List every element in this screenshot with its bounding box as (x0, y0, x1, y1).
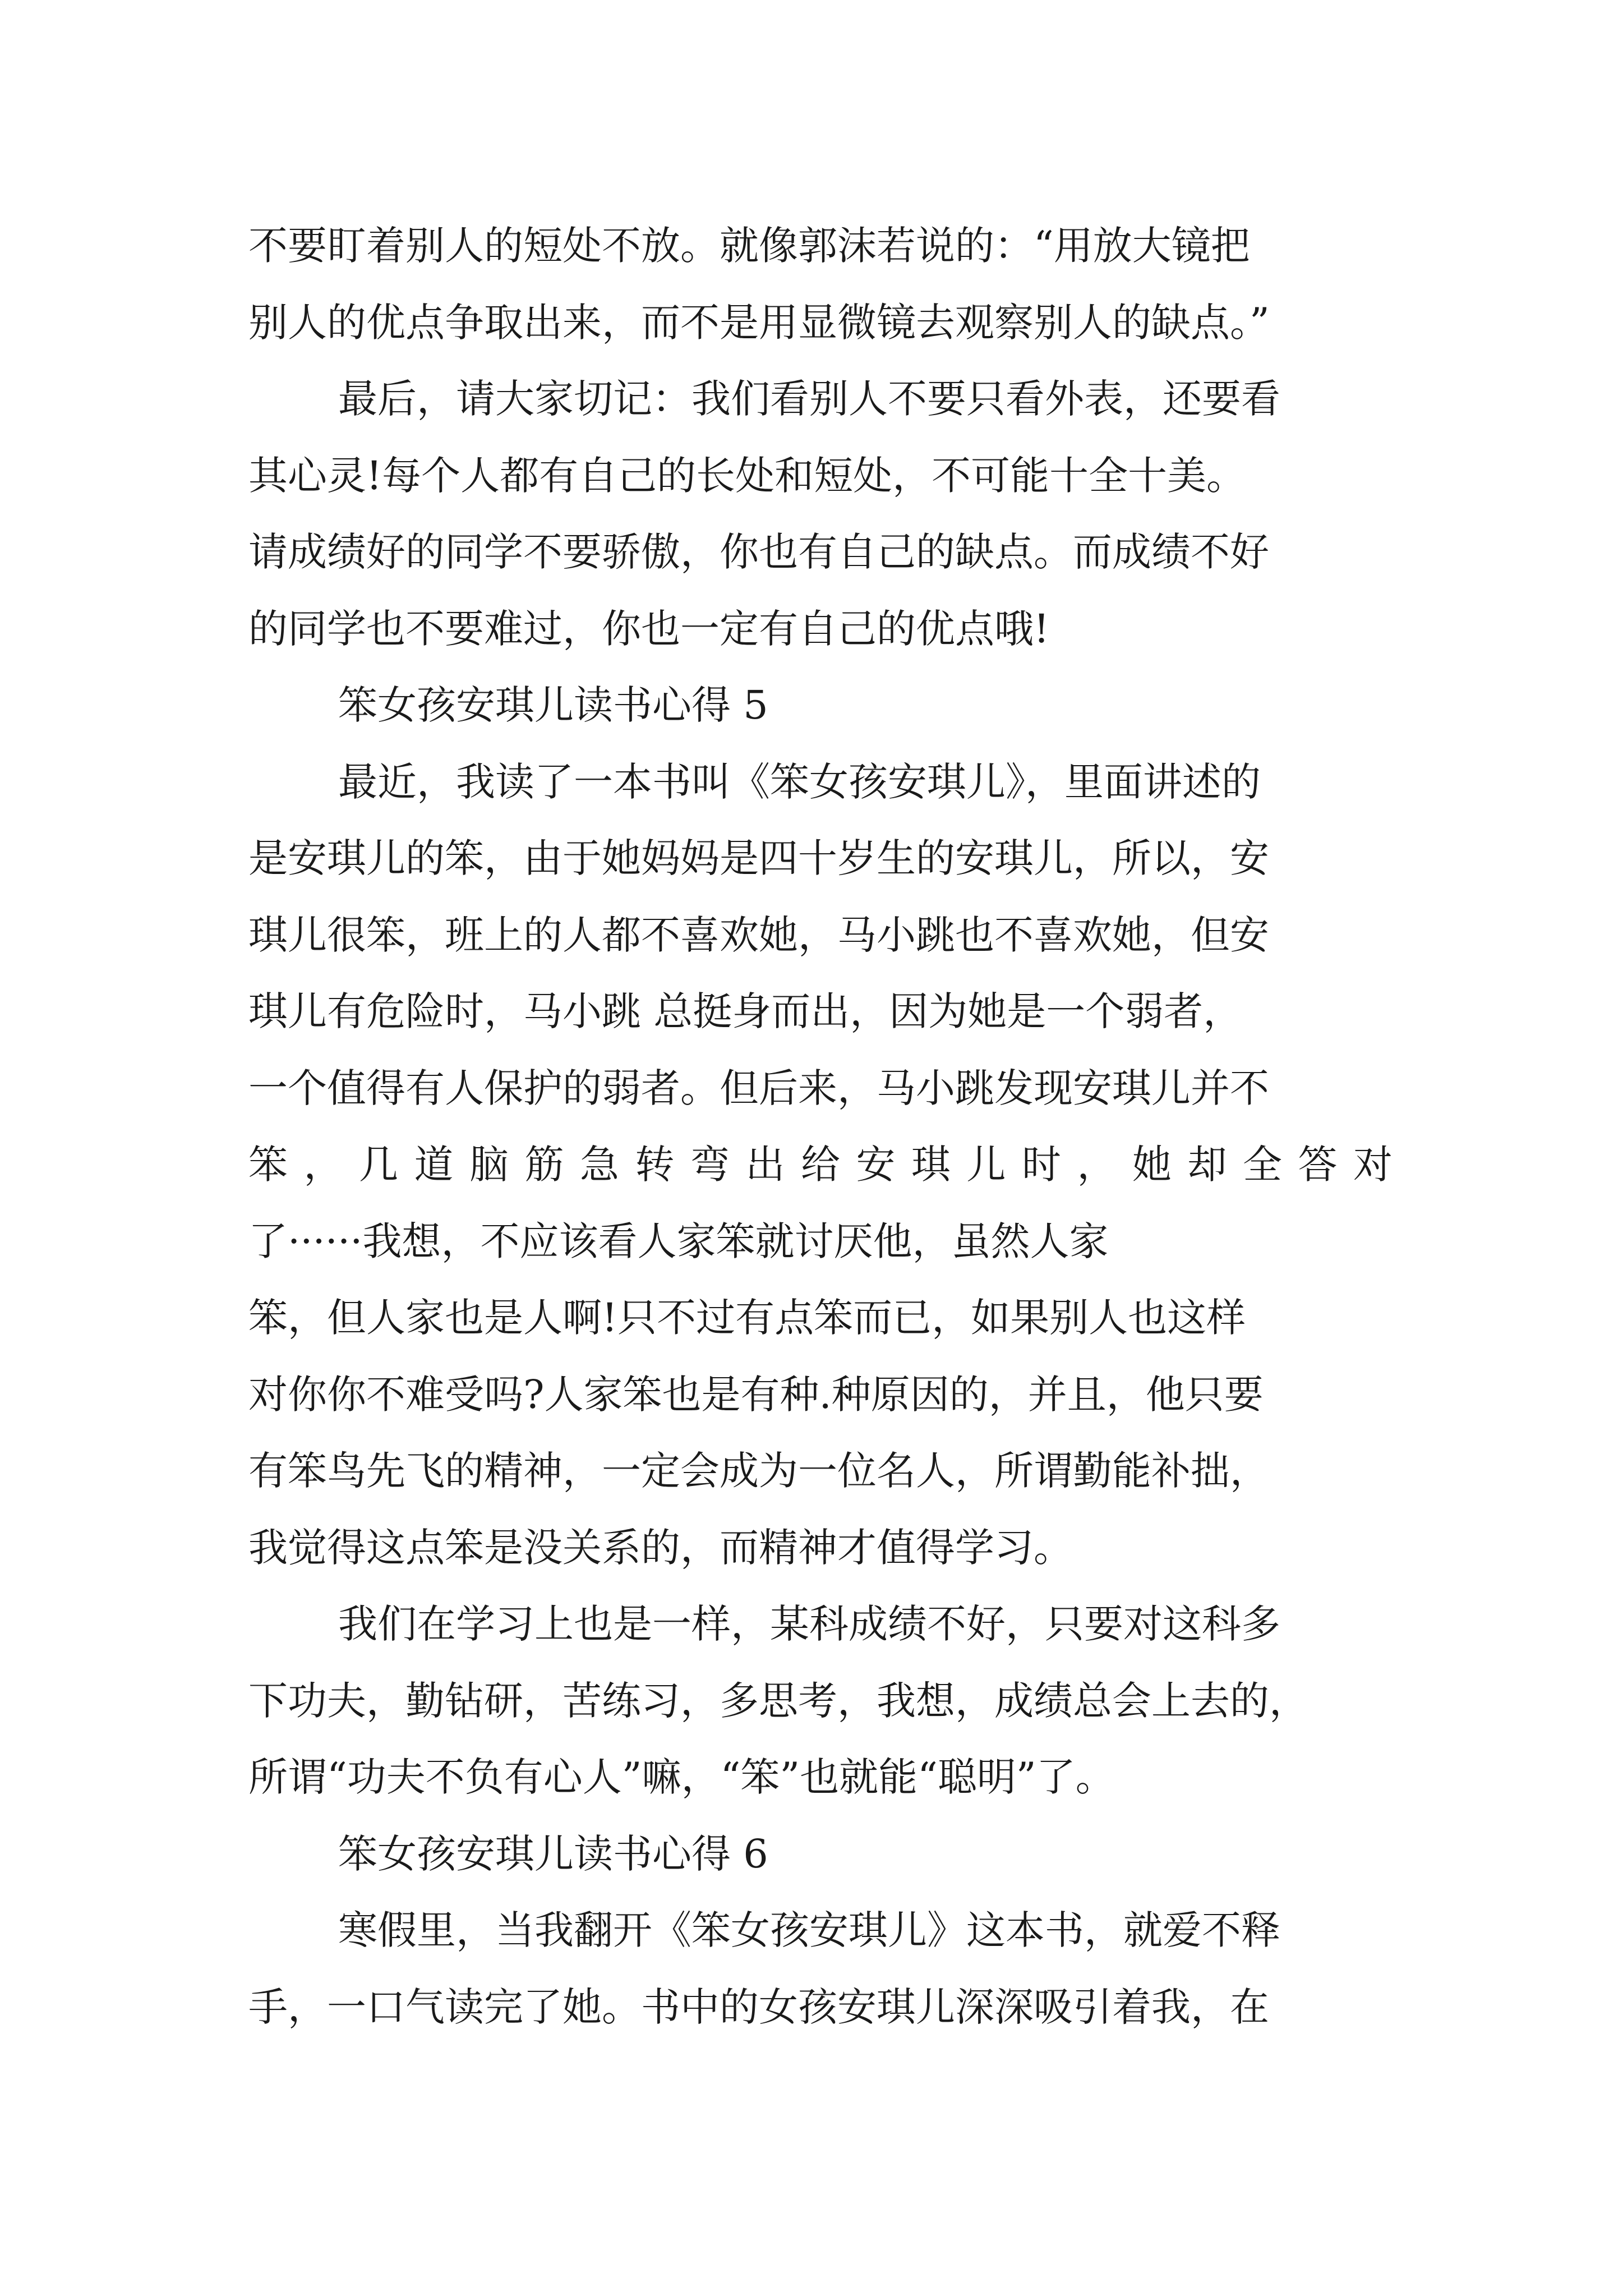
text-line: 我觉得这点笨是没关系的，而精神才值得学习。 (248, 1524, 1073, 1571)
text-line: 一个值得有人保护的弱者。但后来，马小跳发现安琪儿并不 (248, 1065, 1269, 1111)
paragraph-start-line: 我们在学习上也是一样，某科成绩不好，只要对这科多 (338, 1601, 1280, 1647)
text-line: 不要盯着别人的短处不放。就像郭沫若说的：“用放大镜把 (248, 223, 1250, 269)
text-line: 笨，但人家也是人啊!只不过有点笨而已，如果别人也这样 (248, 1295, 1246, 1341)
text-line: 有笨鸟先飞的精神，一定会成为一位名人，所谓勤能补拙， (248, 1448, 1269, 1494)
section-heading: 笨女孩安琪儿读书心得 6 (338, 1830, 768, 1877)
text-line: 下功夫，勤钻研，苦练习，多思考，我想，成绩总会上去的， (248, 1677, 1308, 1724)
document-body (248, 208, 1393, 2045)
paragraph-start-line: 最后，请大家切记：我们看别人不要只看外表，还要看 (338, 376, 1280, 422)
text-line: 对你你不难受吗?人家笨也是有种.种原因的，并且，他只要 (248, 1371, 1264, 1418)
text-line: 琪儿有危险时，马小跳 总挺身而出，因为她是一个弱者， (248, 988, 1243, 1034)
text-line: 手，一口气读完了她。书中的女孩安琪儿深深吸引着我，在 (248, 1984, 1269, 2030)
text-line: 笨，几道脑筋急转弯出给安琪儿时，她却全答对 (248, 1142, 1393, 1188)
text-line: 是安琪儿的笨，由于她妈妈是四十岁生的安琪儿，所以，安 (248, 835, 1269, 881)
paragraph-start-line: 最近，我读了一本书叫《笨女孩安琪儿》，里面讲述的 (338, 758, 1261, 805)
text-line: 所谓“功夫不负有心人”嘛，“笨”也就能“聪明”了。 (248, 1754, 1115, 1800)
text-line: 请成绩好的同学不要骄傲，你也有自己的缺点。而成绩不好 (248, 529, 1269, 575)
text-line: 了······我想，不应该看人家笨就讨厌他，虽然人家 (248, 1218, 1109, 1264)
text-line: 其心灵!每个人都有自己的长处和短处，不可能十全十美。 (248, 452, 1246, 499)
text-line: 别人的优点争取出来，而不是用显微镜去观察别人的缺点。” (248, 299, 1270, 346)
text-line: 琪儿很笨，班上的人都不喜欢她，马小跳也不喜欢她，但安 (248, 912, 1269, 958)
text-line: 的同学也不要难过，你也一定有自己的优点哦! (248, 605, 1050, 652)
section-heading: 笨女孩安琪儿读书心得 5 (338, 682, 768, 728)
paragraph-start-line: 寒假里，当我翻开《笨女孩安琪儿》这本书，就爱不释 (338, 1907, 1280, 1953)
